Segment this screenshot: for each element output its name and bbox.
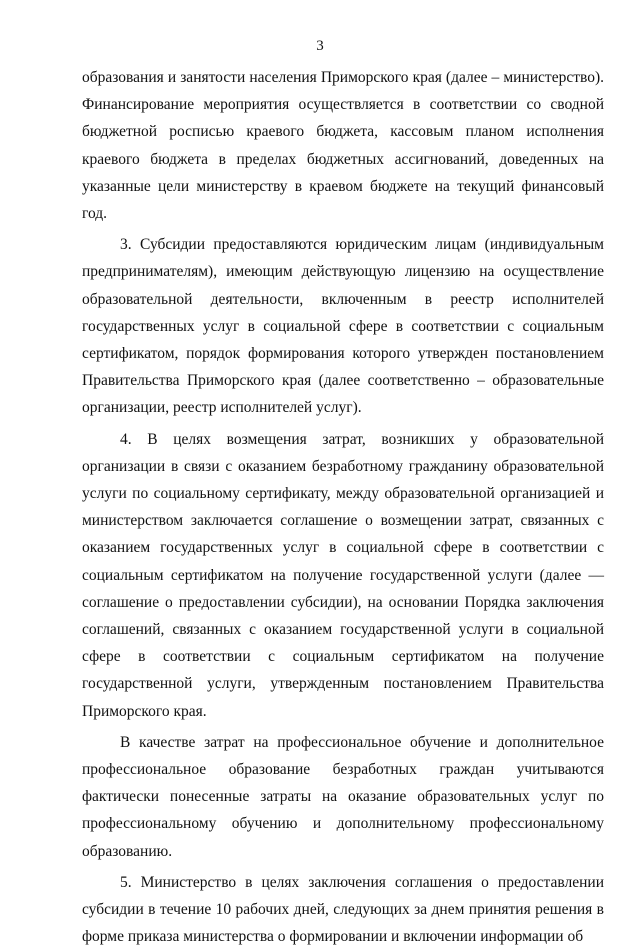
document-body bbox=[82, 64, 604, 951]
paragraph-item-3: 3. Субсидии предоставляются юридическим лицам (индивидуальным предпринимателям), имеющим действующую лицензию на осуществление образовательной деятельности, включенным в реестр исполнителей государственных услуг в социальной сфере в соответствии с социальным сертификатом, порядок формирования которого утвержден постановлением Правительства Приморского края (далее соответственно – образовательные организации, реестр исполнителей услуг). bbox=[82, 236, 604, 417]
paragraph-continuation: образования и занятости населения Приморского края (далее – министерство). Финансирование мероприятия осуществляется в соответствии со сводной бюджетной росписью краевого бюджета, кассовым планом исполнения краевого бюджета в пределах бюджетных ассигнований, доведенных на указанные цели министерству в краевом бюджете на текущий финансовый год. bbox=[82, 69, 604, 223]
paragraph-item-5: 5. Министерство в целях заключения соглашения о предоставлении субсидии в течение 10 рабочих дней, следующих за днем принятия решения в форме приказа министерства о формировании и включении информации об bbox=[82, 873, 604, 946]
paragraph-item-4: 4. В целях возмещения затрат, возникших у образовательной организации в связи с оказанием безработному гражданину образовательной услуги по социальному сертификату, между образовательной организацией и министерством заключается соглашение о возмещении затрат, связанных с оказанием государственных услуг в социальной сфере в соответствии с социальным сертификатом на получение государственной услуги (далее — соглашение о предоставлении субсидии), на основании Порядка заключения соглашений, связанных с оказанием государственной услуги в социальной сфере в соответствии с социальным сертификатом на получение государственной услуги, утвержденным постановлением Правительства Приморского края. bbox=[82, 430, 604, 720]
paragraph-costs: В качестве затрат на профессиональное обучение и дополнительное профессиональное образование безработных граждан учитываются фактически понесенные затраты на оказание образовательных услуг по профессиональному обучению и дополнительному профессиональному образованию. bbox=[82, 733, 604, 860]
page-number: 3 bbox=[316, 38, 324, 54]
